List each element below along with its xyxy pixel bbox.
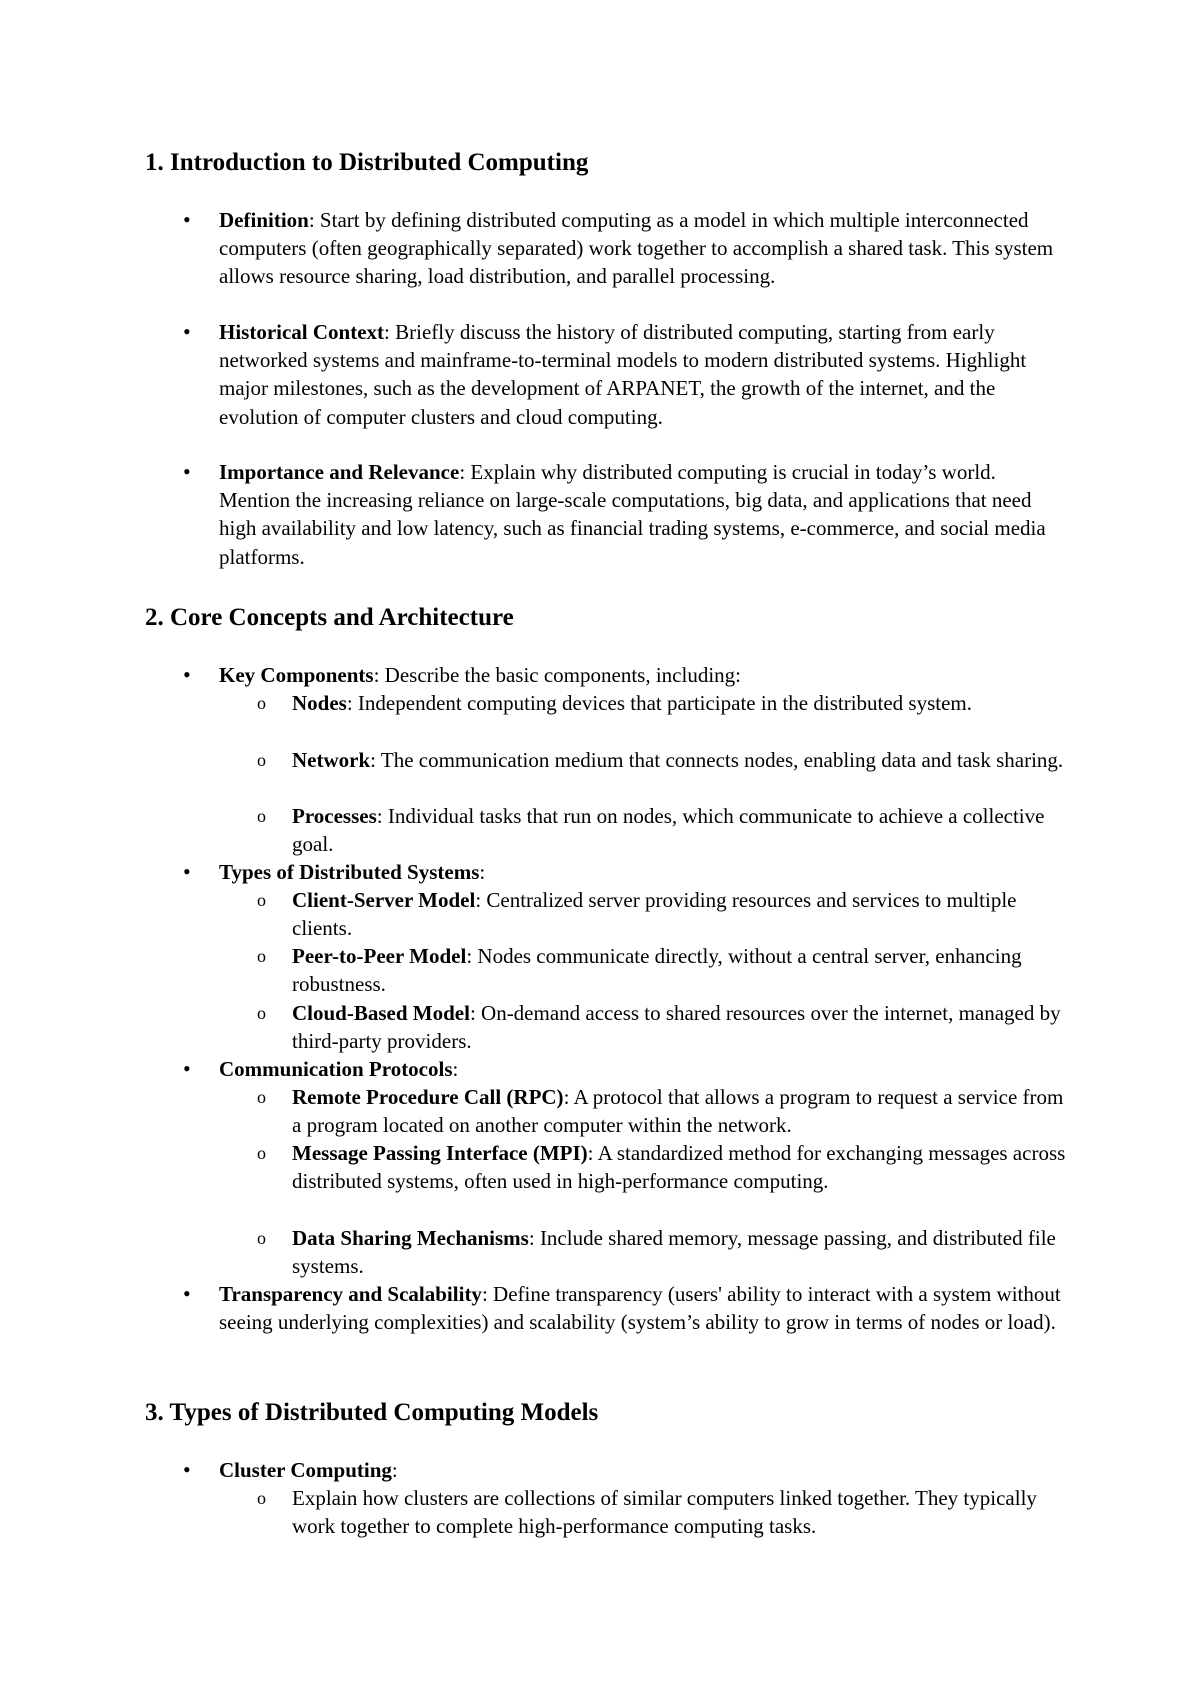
bullet-icon: •	[183, 319, 191, 344]
item-term: Processes	[292, 804, 377, 828]
bullet-icon: •	[183, 1056, 191, 1081]
item-term: Transparency and Scalability	[219, 1282, 482, 1306]
sub-bullet-icon: o	[257, 806, 266, 826]
item-description: : Briefly discuss the history of distributed computing, starting from early networked systems and mainframe-to-terminal models to modern distributed systems. Highlight major milestones, such as the development of ARPANET, the growth of the internet, and the evolution of computer clusters and cloud computing.	[219, 320, 1027, 429]
item-description: :	[479, 860, 486, 884]
item-description: : The communication medium that connects nodes, enabling data and task sharing.	[370, 748, 1064, 772]
item-description: :	[391, 1458, 398, 1482]
bullet-icon: •	[183, 859, 191, 884]
item-description: : A standardized method for exchanging messages across distributed systems, often used in high-performance computing.	[292, 1141, 1066, 1194]
item-text	[219, 1055, 1069, 1083]
item-text	[219, 318, 1069, 431]
item-text	[219, 458, 1069, 571]
item-term: Importance and Relevance	[219, 460, 460, 484]
item-text	[219, 1280, 1069, 1336]
item-text	[292, 1224, 1077, 1280]
sub-bullet-icon: o	[257, 1488, 266, 1508]
item-text	[292, 999, 1077, 1055]
bullet-icon: •	[183, 207, 191, 232]
item-term: Remote Procedure Call (RPC)	[292, 1085, 564, 1109]
item-text	[292, 942, 1077, 998]
sub-bullet-icon: o	[257, 946, 266, 966]
item-text	[292, 1083, 1077, 1139]
section-heading: 2. Core Concepts and Architecture	[145, 604, 514, 631]
sub-bullet-icon: o	[257, 1087, 266, 1107]
item-description: : Nodes communicate directly, without a central server, enhancing robustness.	[292, 944, 1022, 997]
item-text	[292, 1484, 1077, 1540]
item-term: Peer-to-Peer Model	[292, 944, 467, 968]
item-text	[292, 802, 1077, 858]
bullet-icon: •	[183, 1281, 191, 1306]
item-description: : Include shared memory, message passing, and distributed file systems.	[292, 1226, 1056, 1279]
item-text	[292, 689, 1077, 717]
bullet-icon: •	[183, 459, 191, 484]
sub-bullet-icon: o	[257, 1143, 266, 1163]
item-description: : Define transparency (users' ability to interact with a system without seeing underlying complexities) and scalability (system’s ability to grow in terms of nodes or load).	[219, 1282, 1061, 1335]
item-term: Historical Context	[219, 320, 385, 344]
item-term: Message Passing Interface (MPI)	[292, 1141, 588, 1165]
item-description: : Individual tasks that run on nodes, which communicate to achieve a collective goal.	[292, 804, 1045, 857]
item-term: Data Sharing Mechanisms	[292, 1226, 529, 1250]
item-description: Explain how clusters are collections of similar computers linked together. They typically work together to complete high-performance computing tasks.	[292, 1486, 1037, 1539]
item-description: : On-demand access to shared resources over the internet, managed by third-party providers.	[292, 1001, 1061, 1054]
item-term: Definition	[219, 208, 309, 232]
item-text	[219, 858, 1069, 886]
section-heading: 1. Introduction to Distributed Computing	[145, 149, 589, 176]
bullet-icon: •	[183, 1457, 191, 1482]
item-term: Types of Distributed Systems	[219, 860, 480, 884]
item-text	[219, 206, 1069, 291]
section-heading: 3. Types of Distributed Computing Models	[145, 1399, 599, 1426]
item-text	[292, 886, 1077, 942]
item-text	[219, 661, 1069, 689]
item-text	[292, 746, 1077, 774]
sub-bullet-icon: o	[257, 1003, 266, 1023]
sub-bullet-icon: o	[257, 750, 266, 770]
item-description: : Start by defining distributed computing as a model in which multiple interconnected computers (often geographically separated) work together to accomplish a shared task. This system allows resource sharing, load distribution, and parallel processing.	[219, 208, 1054, 289]
item-term: Cluster Computing	[219, 1458, 392, 1482]
item-term: Network	[292, 748, 371, 772]
item-text	[219, 1456, 1069, 1484]
item-description: : Independent computing devices that participate in the distributed system.	[346, 691, 973, 715]
item-description: : Centralized server providing resources and services to multiple clients.	[292, 888, 1017, 941]
item-description: : Explain why distributed computing is crucial in today’s world. Mention the increasing reliance on large-scale computations, big data, and applications that need high availability and low latency, such as financial trading systems, e-commerce, and social media platforms.	[219, 460, 1046, 569]
sub-bullet-icon: o	[257, 693, 266, 713]
item-term: Client-Server Model	[292, 888, 476, 912]
bullet-icon: •	[183, 662, 191, 687]
sub-bullet-icon: o	[257, 890, 266, 910]
item-term: Communication Protocols	[219, 1057, 453, 1081]
item-term: Cloud-Based Model	[292, 1001, 470, 1025]
item-description: : Describe the basic components, including:	[373, 663, 742, 687]
item-text	[292, 1139, 1077, 1195]
item-description: : A protocol that allows a program to request a service from a program located on another computer within the network.	[292, 1085, 1064, 1138]
item-description: :	[452, 1057, 459, 1081]
sub-bullet-icon: o	[257, 1228, 266, 1248]
item-term: Key Components	[219, 663, 374, 687]
item-term: Nodes	[292, 691, 347, 715]
